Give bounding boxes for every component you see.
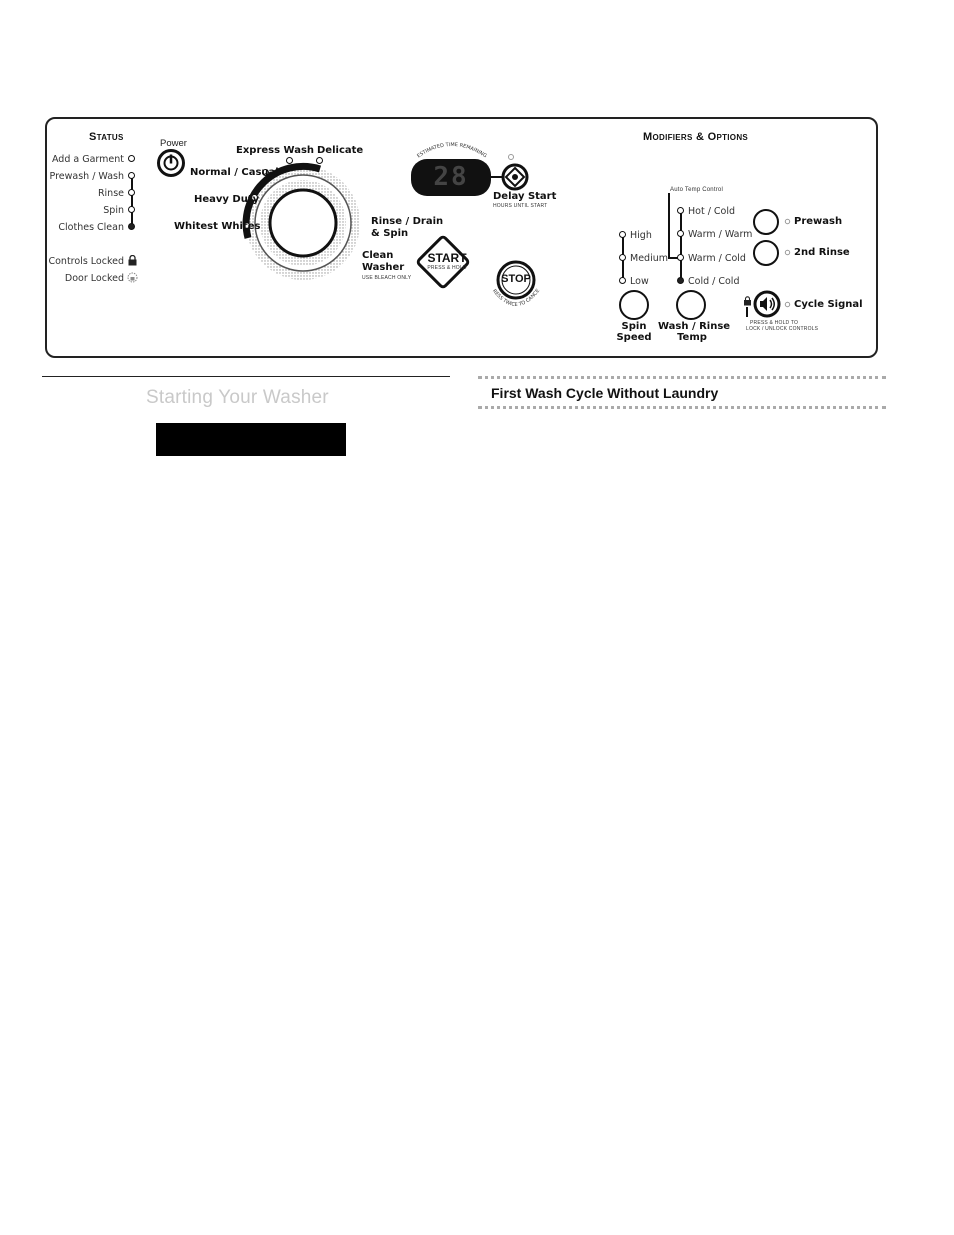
- cycle-signal-button[interactable]: [752, 290, 782, 318]
- controls-locked-label: Controls Locked: [48, 256, 124, 267]
- prewash-button[interactable]: [753, 209, 779, 235]
- right-section-rule-top: [478, 376, 886, 379]
- status-clothes-clean: Clothes Clean: [58, 222, 124, 233]
- stop-arc-label: [486, 288, 546, 314]
- power-button[interactable]: [154, 148, 188, 178]
- cycle-clean[interactable]: Clean: [362, 250, 394, 261]
- wash-rinse-temp-button[interactable]: [676, 290, 706, 320]
- wash-rinse-label-1: Wash / Rinse: [658, 321, 731, 332]
- status-spin: Spin: [103, 205, 124, 216]
- led-spin-medium: [619, 254, 626, 261]
- time-display: [411, 159, 491, 196]
- status-led-spin: [128, 206, 135, 213]
- cycle-rinse-drain[interactable]: Rinse / Drain: [371, 216, 444, 227]
- status-led-prewash: [128, 172, 135, 179]
- led-cold-cold: [677, 277, 684, 284]
- time-digits: 28: [433, 162, 469, 192]
- temp-warm-cold: Warm / Cold: [688, 253, 746, 264]
- delay-indicator-icon: [506, 152, 516, 162]
- second-rinse-label: 2nd Rinse: [794, 247, 850, 258]
- led-warm-cold: [677, 254, 684, 261]
- cycle-express-wash[interactable]: Express Wash: [236, 145, 315, 156]
- led-delicate: [316, 157, 323, 164]
- cycle-normal-casual[interactable]: Normal / Casual: [190, 167, 279, 178]
- status-connector: [131, 175, 133, 227]
- led-warm-warm: [677, 230, 684, 237]
- spin-speed-button[interactable]: [619, 290, 649, 320]
- lock-icon: [127, 255, 138, 266]
- spin-low-label: Low: [630, 276, 649, 287]
- cycle-delicate[interactable]: Delicate: [317, 145, 364, 156]
- wash-rinse-label-2: Temp: [677, 332, 707, 343]
- prewash-label: Prewash: [794, 216, 843, 227]
- stop-label: STOP: [501, 273, 531, 285]
- lock-note-1: PRESS & HOLD TO: [750, 320, 799, 326]
- led-express-wash: [286, 157, 293, 164]
- status-led-rinse: [128, 189, 135, 196]
- redacted-block: [156, 423, 346, 456]
- temp-hot-cold: Hot / Cold: [688, 206, 736, 217]
- svg-text:PRESS TWICE TO CANCEL: RESS TWICE TO CANCE: [490, 288, 542, 309]
- power-label: Power: [160, 138, 187, 149]
- status-led-clothes-clean: [128, 223, 135, 230]
- led-hot-cold: [677, 207, 684, 214]
- left-section-rule: [42, 376, 450, 377]
- status-rinse: Rinse: [97, 188, 124, 199]
- est-time-arc-label: [412, 138, 492, 160]
- spin-medium-label: Medium: [630, 253, 668, 264]
- spin-speed-label-2: Speed: [616, 332, 652, 343]
- status-led-add-garment: [128, 155, 135, 162]
- spin-high-label: High: [630, 230, 652, 241]
- auto-temp-label: Auto Temp Control: [670, 187, 723, 193]
- led-spin-high: [619, 231, 626, 238]
- cycle-and-spin: & Spin: [371, 228, 409, 239]
- cycle-whitest-whites[interactable]: Whitest Whites: [174, 221, 261, 232]
- spin-speed-label-1: Spin: [621, 321, 647, 332]
- delay-start-sub: HOURS UNTIL START: [493, 203, 548, 209]
- start-sub: PRESS & HOLD: [427, 265, 467, 271]
- temp-warm-warm: Warm / Warm: [688, 229, 753, 240]
- cycle-washer: Washer: [362, 262, 405, 273]
- lock-bracket: [746, 307, 748, 317]
- section-title-starting: Starting Your Washer: [146, 387, 329, 408]
- status-prewash-wash: Prewash / Wash: [49, 171, 124, 182]
- door-locked-label: Door Locked: [64, 273, 124, 284]
- start-label: START: [427, 251, 467, 265]
- svg-text:ESTIMATED TIME REMAINING: ESTIMATED TIME REMAINING: [416, 141, 488, 160]
- temp-cold-cold: Cold / Cold: [688, 276, 740, 287]
- right-section-rule-bottom: [478, 406, 886, 409]
- status-heading: Status: [89, 131, 124, 143]
- status-add-garment: Add a Garment: [51, 154, 124, 165]
- cycle-signal-indicator-icon: [783, 300, 792, 309]
- delay-start-label: Delay Start: [493, 191, 557, 202]
- cycle-signal-label: Cycle Signal: [794, 299, 863, 310]
- section-title-first-wash: First Wash Cycle Without Laundry: [491, 385, 719, 401]
- delay-start-button[interactable]: [500, 163, 530, 191]
- auto-temp-bracket: [668, 193, 670, 259]
- lock-note-2: LOCK / UNLOCK CONTROLS: [746, 326, 819, 332]
- modifiers-heading: Modifiers & Options: [643, 131, 749, 143]
- use-bleach-note: USE BLEACH ONLY: [362, 275, 412, 281]
- second-rinse-indicator-icon: [783, 248, 792, 257]
- lock-small-icon: [743, 296, 752, 306]
- door-lock-icon: [127, 272, 138, 283]
- temp-connector: [680, 211, 682, 281]
- led-spin-low: [619, 277, 626, 284]
- second-rinse-button[interactable]: [753, 240, 779, 266]
- prewash-indicator-icon: [783, 217, 792, 226]
- cycle-heavy-duty[interactable]: Heavy Duty: [194, 194, 260, 205]
